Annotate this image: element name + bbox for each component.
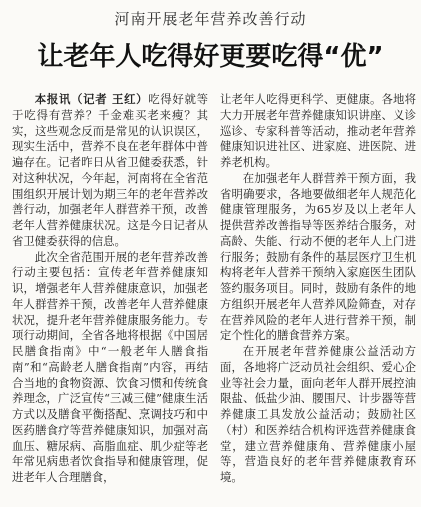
article-paragraph: 让老年人吃得更科学、更健康。各地将大力开展老年营养健康知识讲座、义诊巡诊、专家科普等活动，推动老年营养健康知识进社区、进家庭、进医院、进养老机构。: [220, 92, 416, 169]
article-headline: 让老年人吃得好更要吃得“优”: [37, 42, 384, 72]
article-paragraph: [12, 92, 208, 250]
article-column-left: [12, 92, 208, 486]
article-paragraph: 在开展老年营养健康公益活动方面，各地将广泛动员社会组织、爱心企业等社会力量，面向老年人群开展控油限盐、低盐少油、腰围尺、计步器等营养健康工具发放公益活动；鼓励社区（村）和医养结合机构评选营养健康食堂，建立营养健康角、营养健康小屋等，营造良好的老年营养健康教育环境。: [220, 344, 416, 484]
paragraph-text: 吃得好就等于吃得有营养？千金难买老来瘦？其实，这些观念反而是常见的认识误区，现实生活中，营养不良在老年群体中普遍存在。记者昨日从省卫健委获悉，针对这种状况，今年起，河南将在全省范围组织开展计划为期三年的老年营养改善行动，加强老年人群营养干预，改善老年人营养健康状况。这是今日记者从省卫健委获得的信息。: [12, 92, 208, 248]
article-paragraph: 此次全省范围开展的老年营养改善行动主要包括：宣传老年营养健康知识，增强老年人营养健康意识，加强老年人群营养干预，改善老年人营养健康状况，提升老年营养健康服务能力。专项行动期间，全省各地将根据《中国居民膳食指南》中“一般老年人膳食指南”和“高龄老人膳食指南”内容，再结合当地的食物资源、饮食习惯和传统食养理念，广泛宣传“三减三健”健康生活方式以及膳食平衡搭配、烹调技巧和中医药膳食疗等营养健康知识，加强对高血压、糖尿病、高脂血症、肌少症等老年常见病患者饮食指导和健康管理，促进老年人合理膳食，: [12, 249, 208, 484]
article-column-right: [220, 92, 416, 486]
article-paragraph: 在加强老年人群营养干预方面，我省明确要求，各地要做细老年人规范化健康管理服务，为65岁及以上老年人提供营养改善指导等医养结合服务，对高龄、失能、行动不便的老年人上门进行服务；鼓励有条件的基层医疗卫生机构将老年人营养干预纳入家庭医生团队签约服务项目。同时，鼓励有条件的地方组织开展老年人营养风险筛查，对存在营养风险的老年人进行营养干预，制定个性化的膳食营养方案。: [220, 170, 416, 343]
article-kicker: 河南开展老年营养改善行动: [114, 10, 307, 28]
article-lead: 本报讯（记者 王红）: [34, 92, 149, 106]
